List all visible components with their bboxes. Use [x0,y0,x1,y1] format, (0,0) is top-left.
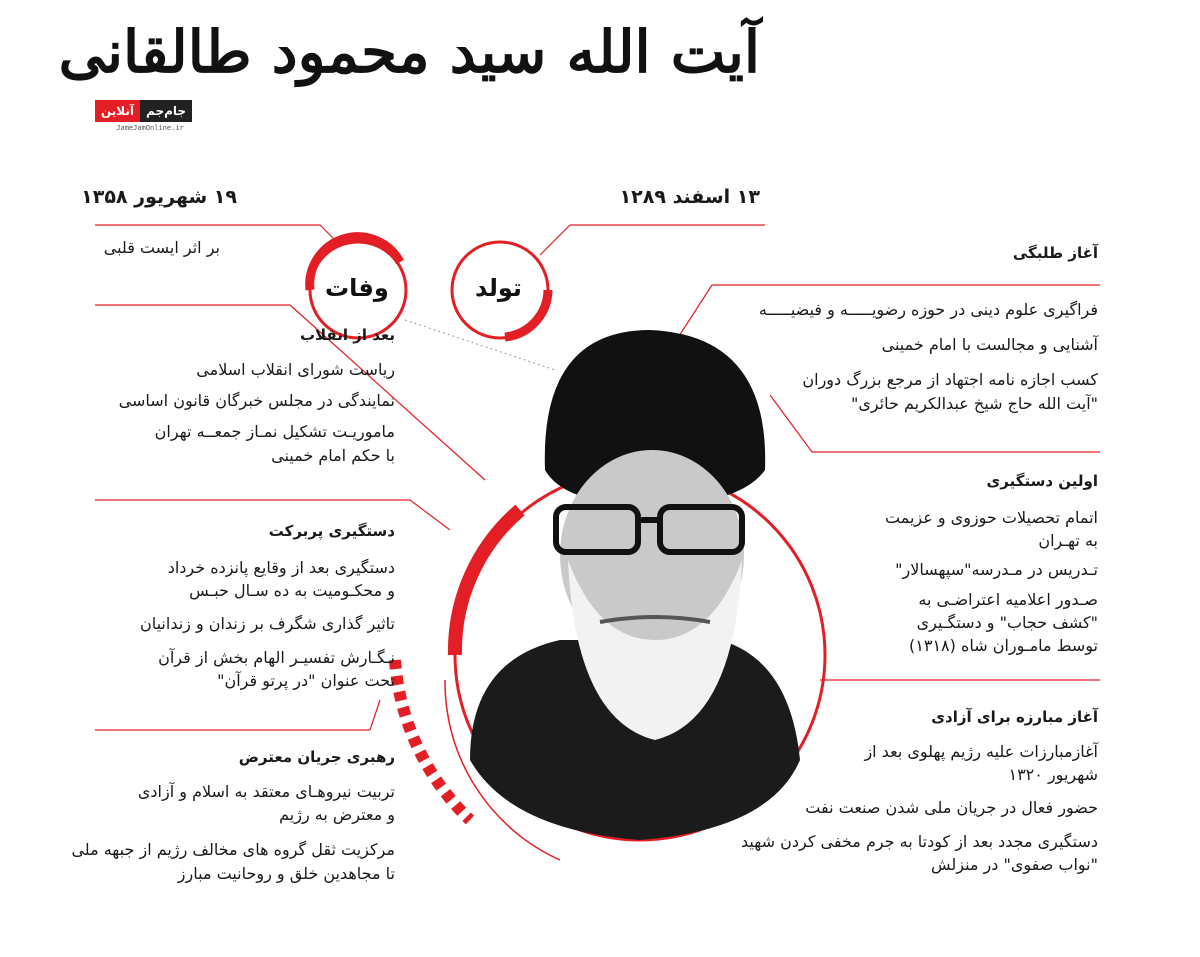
list-item: "آیت الله حاج شیخ عبدالکریم حائری" [850,393,1098,413]
list-item: و محکـومیت به ده سـال حبـس [189,581,395,601]
list-item: نمایندگی در مجلس خبرگان قانون اساسی [118,391,395,411]
list-item: دستگیری بعد از وقایع پانزده خرداد [167,558,395,577]
section-heading: رهبری جریان معترض [238,748,395,766]
section-heading: بعد از انقلاب [299,326,395,344]
list-item: به تهـران [1038,531,1098,551]
list-item: "نواب صفوی" در منزلش [930,854,1098,874]
left-section-2 [95,522,395,692]
list-item: آغازمبارزات علیه رژیم پهلوی بعد از [864,742,1098,761]
divider-line [410,500,450,530]
page-title: آیت الله سید محمود طالقانی [58,18,760,86]
list-item: "کشف حجاب" و دستگـیری [916,612,1098,632]
logo-part-1: جام‌جم [140,100,192,122]
list-item: تـدریس در مـدرسه"سپهسالار" [895,560,1098,580]
list-item: نـگـارش تفسیـر الهام بخش از قرآن [158,647,395,667]
section-heading: اولین دستگیری [986,472,1098,490]
left-section-3 [71,748,395,885]
list-item: شهریور ۱۳۲۰ [1008,765,1098,785]
right-section-2 [598,472,1098,657]
divider-line [540,225,570,255]
list-item: صـدور اعلامیه اعتراضـی به [918,589,1098,609]
list-item: آشنایی و مجالست با امام خمینی [881,335,1098,355]
list-item: تحت عنوان "در پرتو قرآن" [217,670,395,690]
list-item: تاثیر گذاری شگرف بر زندان و زندانیان [139,614,395,634]
section-heading: دستگیری پربرکت [268,522,395,540]
list-item: دستگیری مجدد بعد از کودتا به جرم مخفی کردن شهید [741,831,1098,851]
birth-date: ۱۳ اسفند ۱۲۸۹ [619,186,760,208]
main-circle-arc [455,510,520,655]
list-item: تا مجاهدین خلق و روحانیت مبارز [177,863,395,883]
logo-url: JameJamOnline.ir [116,124,184,132]
death-cause: بر اثر ایست قلبی [103,238,220,257]
right-section-3 [598,708,1098,876]
left-section-1 [95,326,395,467]
list-item: ریاست شورای انقلاب اسلامی [196,360,395,379]
list-item: توسط مامـوران شاه (۱۳۱۸) [909,635,1098,655]
list-item: اتمام تحصیلات حوزوی و عزیمت [884,508,1098,527]
list-item: فراگیری علوم دینی در حوزه رضویـــــه و فیضیـــــه [758,300,1098,319]
list-item: و معترض به رژیم [279,805,395,825]
logo [95,100,205,132]
logo-part-2: آنلاین [95,100,140,122]
section-heading: آغاز مبارزه برای آزادی [931,708,1098,726]
divider-line [370,700,380,730]
death-label: وفات [325,274,389,302]
list-item: تربیت نیروهـای معتقد به اسلام و آزادی [137,782,395,801]
list-item: مرکزیت ثقل گروه های مخالف رژیم از جبهه ملی [71,840,395,860]
right-section-1 [598,244,1098,415]
list-item: با حکم امام خمینی [271,445,395,465]
birth-label: تولد [475,274,522,302]
list-item: حضور فعال در جریان ملی شدن صنعت نفت [805,798,1098,818]
section-heading: آغاز طلبگی [1012,244,1098,262]
list-item: کسب اجازه نامه اجتهاد از مرجع بزرگ دوران [802,370,1098,390]
death-date: ۱۹ شهریور ۱۳۵۸ [81,186,237,208]
list-item: ماموریـت تشکیل نمـاز جمعــه تهران [154,422,395,442]
